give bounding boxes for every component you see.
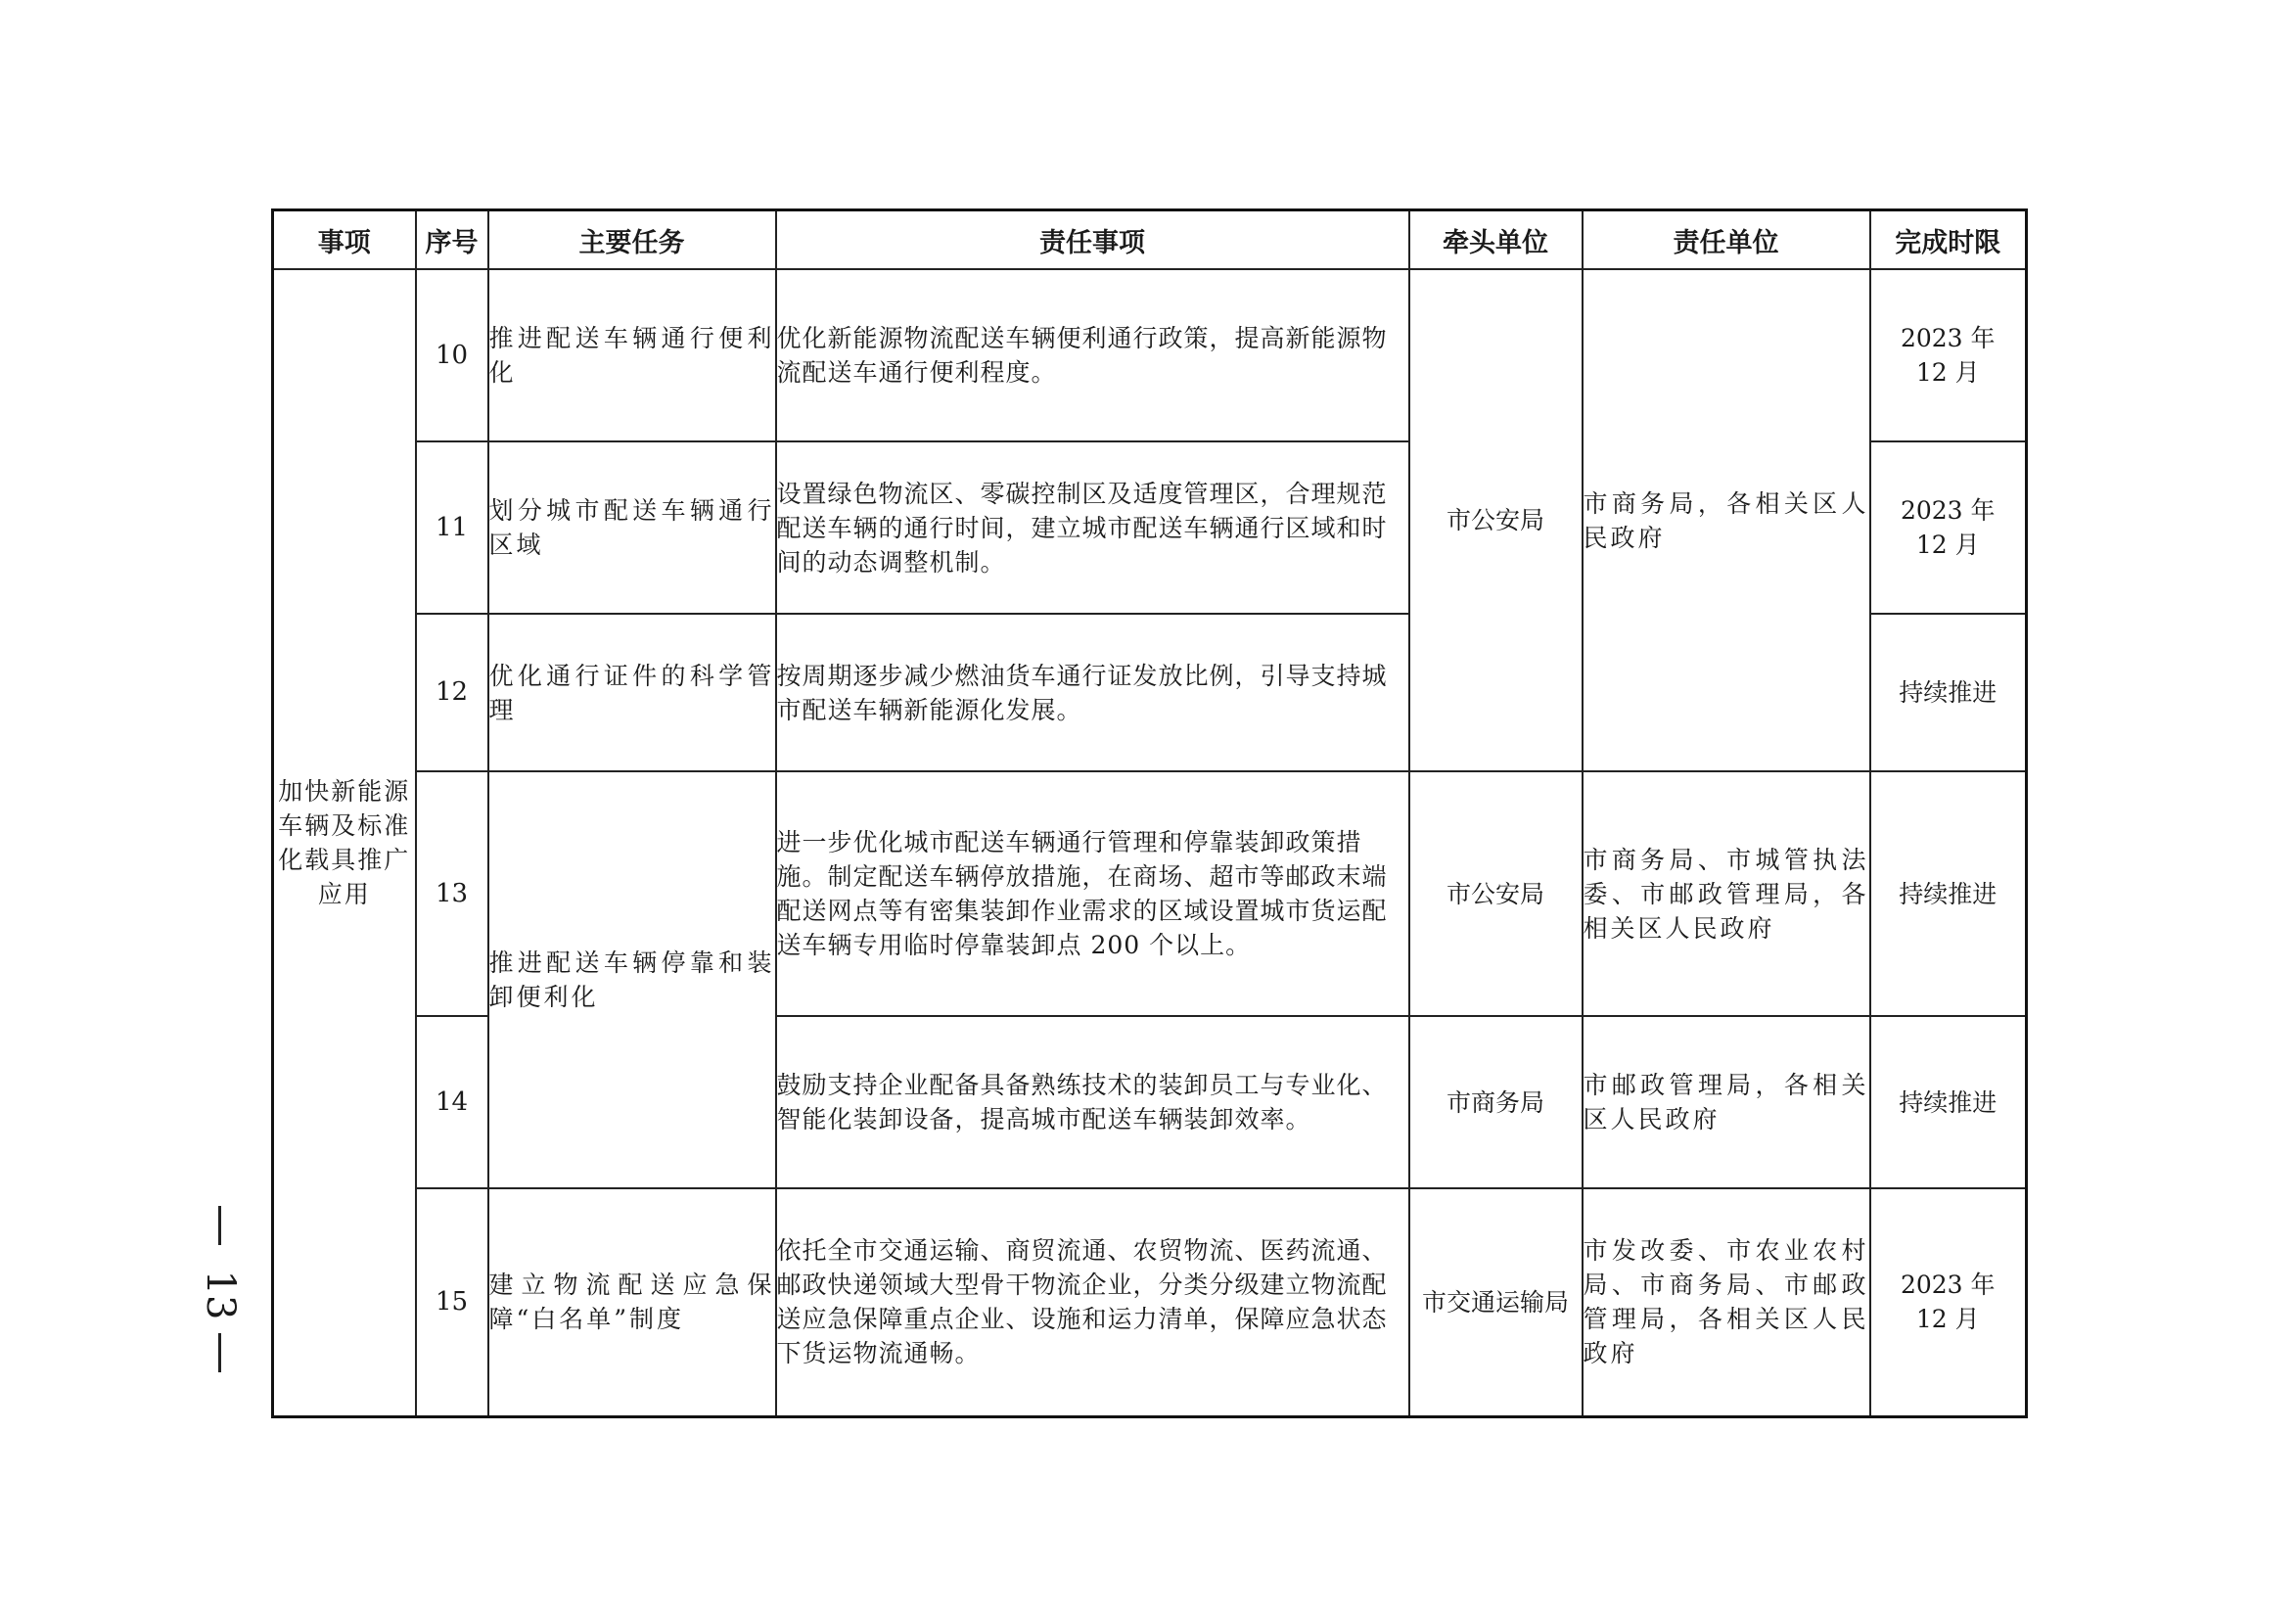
category-cell: 加快新能源车辆及标准化载具推广应用 — [273, 269, 416, 1416]
page-number-text: 13 — [198, 1270, 243, 1320]
table-row — [273, 1188, 2027, 1416]
header-lead-unit: 牵头单位 — [1409, 210, 1583, 270]
responsible-unit-cell: 市发改委、市农业农村局、市商务局、市邮政管理局，各相关区人民政府 — [1583, 1188, 1870, 1416]
duty-cell: 依托全市交通运输、商贸流通、农贸物流、医药流通、邮政快递领域大型骨干物流企业，分类分级建立物流配送应急保障重点企业、设施和运力清单，保障应急状态下货运物流通畅。 — [776, 1188, 1409, 1416]
lead-unit-cell: 市公安局 — [1409, 771, 1583, 1016]
main-task-cell: 优化通行证件的科学管理 — [488, 614, 776, 771]
row-number: 13 — [416, 771, 488, 1016]
table-header-row — [273, 210, 2027, 270]
table-row — [273, 771, 2027, 1016]
deadline-cell: 2023 年 12 月 — [1870, 1188, 2027, 1416]
lead-unit-cell: 市商务局 — [1409, 1016, 1583, 1188]
responsible-unit-cell: 市商务局，各相关区人民政府 — [1583, 269, 1870, 771]
header-number: 序号 — [416, 210, 488, 270]
header-category: 事项 — [273, 210, 416, 270]
row-number: 10 — [416, 269, 488, 441]
responsible-unit-cell: 市商务局、市城管执法委、市邮政管理局，各相关区人民政府 — [1583, 771, 1870, 1016]
duty-cell: 进一步优化城市配送车辆通行管理和停靠装卸政策措施。制定配送车辆停放措施，在商场、超市等邮政末端配送网点等有密集装卸作业需求的区域设置城市货运配送车辆专用临时停靠装卸点 200 个以上。 — [776, 771, 1409, 1016]
row-number: 15 — [416, 1188, 488, 1416]
header-duty: 责任事项 — [776, 210, 1409, 270]
main-task-cell: 建立物流配送应急保障“白名单”制度 — [488, 1188, 776, 1416]
header-deadline: 完成时限 — [1870, 210, 2027, 270]
page-number — [198, 1206, 243, 1372]
page-number-dash-bottom — [218, 1333, 221, 1372]
page-number-dash-top — [218, 1206, 221, 1245]
row-number: 14 — [416, 1016, 488, 1188]
header-main-task: 主要任务 — [488, 210, 776, 270]
deadline-cell: 2023 年 12 月 — [1870, 441, 2027, 614]
deadline-cell: 2023 年 12 月 — [1870, 269, 2027, 441]
duty-cell: 鼓励支持企业配备具备熟练技术的装卸员工与专业化、智能化装卸设备，提高城市配送车辆装卸效率。 — [776, 1016, 1409, 1188]
deadline-cell: 持续推进 — [1870, 771, 2027, 1016]
responsibility-table — [271, 208, 2028, 1418]
header-responsible-unit: 责任单位 — [1583, 210, 1870, 270]
table-row — [273, 269, 2027, 441]
deadline-cell: 持续推进 — [1870, 614, 2027, 771]
duty-cell: 设置绿色物流区、零碳控制区及适度管理区，合理规范配送车辆的通行时间，建立城市配送车辆通行区域和时间的动态调整机制。 — [776, 441, 1409, 614]
responsible-unit-cell: 市邮政管理局，各相关区人民政府 — [1583, 1016, 1870, 1188]
main-task-cell: 推进配送车辆通行便利化 — [488, 269, 776, 441]
lead-unit-cell: 市公安局 — [1409, 269, 1583, 771]
main-task-cell: 推进配送车辆停靠和装卸便利化 — [488, 771, 776, 1188]
row-number: 11 — [416, 441, 488, 614]
duty-cell: 优化新能源物流配送车辆便利通行政策，提高新能源物流配送车通行便利程度。 — [776, 269, 1409, 441]
duty-cell: 按周期逐步减少燃油货车通行证发放比例，引导支持城市配送车辆新能源化发展。 — [776, 614, 1409, 771]
row-number: 12 — [416, 614, 488, 771]
lead-unit-cell: 市交通运输局 — [1409, 1188, 1583, 1416]
deadline-cell: 持续推进 — [1870, 1016, 2027, 1188]
main-task-cell: 划分城市配送车辆通行区域 — [488, 441, 776, 614]
